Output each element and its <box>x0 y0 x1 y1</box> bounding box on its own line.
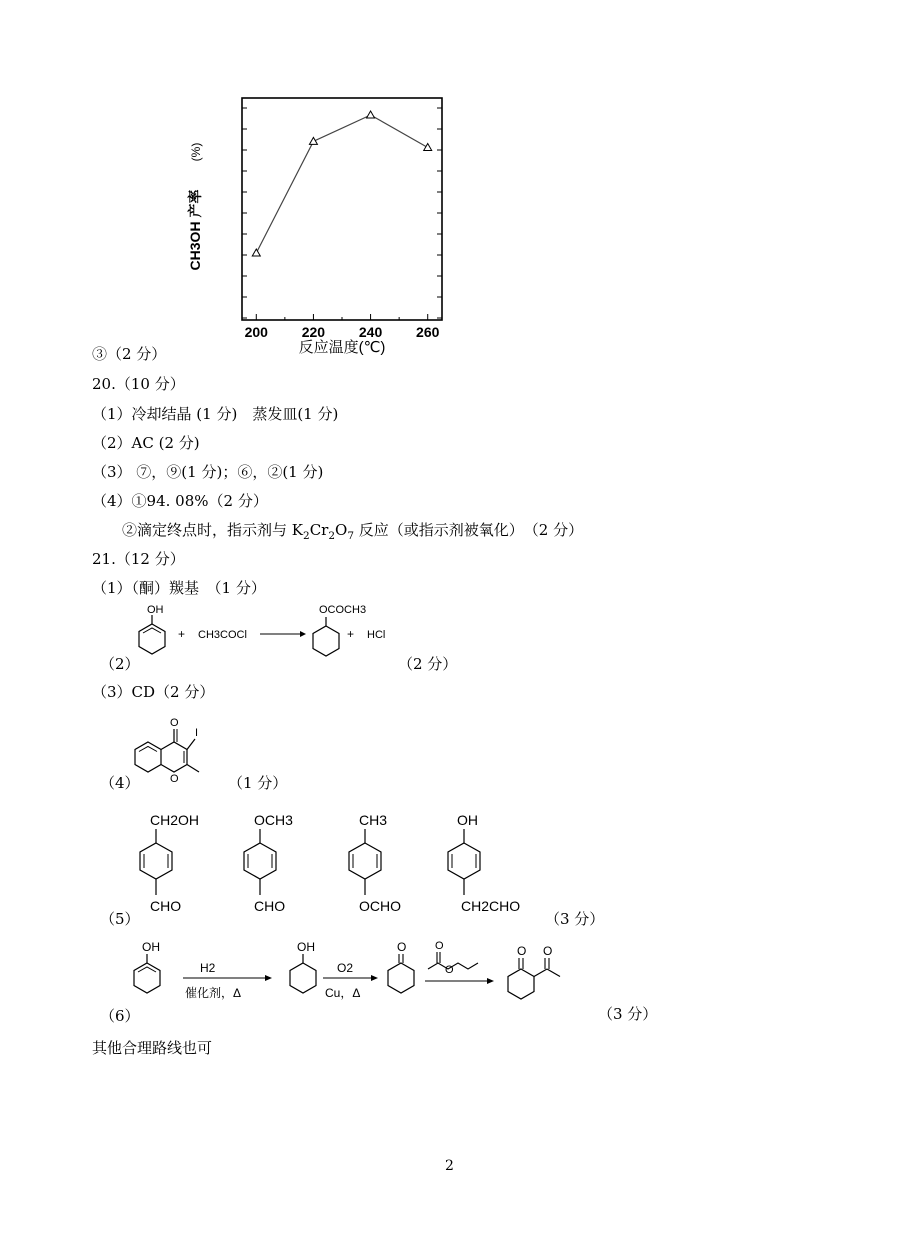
formula-k2cr2o7: $K_2Cr_2O_7$ <box>291 521 355 542</box>
route-cyclohexanone <box>388 940 414 993</box>
isomer-2 <box>244 812 293 914</box>
route-cyclohexanol <box>290 940 316 993</box>
ester-carbonyl-o: O <box>435 940 444 952</box>
q21-6-score: （3 分） <box>598 1005 658 1023</box>
isomer-1-top: CH2OH <box>150 812 200 828</box>
ring-o-label: O <box>170 773 179 785</box>
hcl-label: HCl <box>367 629 386 641</box>
y-axis-unit: (%) <box>189 142 203 162</box>
q21-4-score: （1 分） <box>228 774 288 792</box>
q21-6-route <box>125 935 585 1025</box>
isomer-2-bottom: CHO <box>254 898 286 914</box>
isomer-3-bottom: OCHO <box>359 898 401 914</box>
data-point-marker <box>424 143 432 150</box>
q20-2-line: （2）AC (2 分) <box>92 434 200 452</box>
plus-sign-2: + <box>347 627 355 641</box>
chart-svg <box>180 90 460 360</box>
isomer-4 <box>448 812 520 914</box>
route-ketone-o: O <box>397 940 407 954</box>
q21-3-line: （3）CD（2 分） <box>92 683 215 701</box>
q21-4-label: （4） <box>100 774 140 792</box>
chart <box>180 90 460 360</box>
isomer-4-top: OH <box>457 812 478 828</box>
isomer-1-bottom: CHO <box>150 898 182 914</box>
route-product <box>508 944 560 999</box>
data-point-marker <box>309 137 317 144</box>
q21-5-structures <box>120 805 540 925</box>
iodo-label: I <box>195 727 199 739</box>
route-cyclohexanol-oh: OH <box>297 940 315 954</box>
reagent-o2: O2 <box>337 961 354 975</box>
q21-1-line: （1）（酮）羰基 （1 分） <box>92 579 266 597</box>
phenyl-acetate-structure <box>313 604 366 656</box>
product-acetyl-o: O <box>543 944 553 958</box>
x-axis-label: 反应温度(℃) <box>298 339 386 356</box>
q20-1-line: （1）冷却结晶 (1 分) 蒸发皿(1 分) <box>92 405 339 423</box>
ethyl-acetate-reagent <box>428 940 478 976</box>
x-tick-labels <box>245 324 440 340</box>
oh-label: OH <box>147 604 164 616</box>
route-phenol-oh: OH <box>142 940 160 954</box>
q21-6-label: （6） <box>100 1007 140 1025</box>
data-point-marker <box>367 111 375 118</box>
q21-2-label: （2） <box>100 655 140 673</box>
x-tick-label: 200 <box>244 324 268 340</box>
q20-4-line: （4）①94. 08%（2 分） <box>92 492 268 510</box>
x-tick-label: 220 <box>301 324 326 340</box>
chart-frame <box>242 98 442 320</box>
q20-3-line: （3） ⑦，⑨(1 分)；⑥，②(1 分) <box>92 463 324 481</box>
q20-heading: 20.（10 分） <box>92 375 185 393</box>
q21-heading: 21.（12 分） <box>92 550 185 568</box>
isomer-1 <box>140 812 199 914</box>
series-line <box>256 115 427 253</box>
q20-4b-text-post: 反应（或指示剂被氧化） （2 分） <box>354 521 584 539</box>
ketone-o-label: O <box>170 717 179 729</box>
y-axis-label: CH3OH 产率 <box>187 189 203 271</box>
phenol-structure <box>139 604 165 654</box>
q20-4b-line <box>122 519 583 542</box>
data-point-marker <box>252 249 260 256</box>
page-number: 2 <box>445 1158 454 1174</box>
isomer-2-top: OCH3 <box>254 812 293 828</box>
product-ketone-o: O <box>517 944 527 958</box>
q21-5-label: （5） <box>100 910 140 928</box>
series-markers <box>252 111 431 256</box>
x-ticks <box>256 314 427 320</box>
acyl-chloride-label: CH3COCl <box>198 629 247 641</box>
ococh3-label: OCOCH3 <box>319 604 367 616</box>
isomer-4-bottom: CH2CHO <box>461 898 521 914</box>
q20-4b-text-pre: ②滴定终点时，指示剂与 <box>122 521 292 539</box>
route-phenol <box>134 940 160 993</box>
q21-4-structure <box>128 712 238 794</box>
isomer-3-top: CH3 <box>359 812 388 828</box>
ester-ether-o: O <box>445 964 454 976</box>
x-tick-label: 260 <box>416 324 440 340</box>
q21-2-score: （2 分） <box>398 655 458 673</box>
y-ticks <box>242 108 442 318</box>
reagent-h2: H2 <box>200 961 216 975</box>
q19-3-line: ③（2 分） <box>92 345 167 363</box>
isomer-3 <box>349 812 401 914</box>
reagent-catalyst: 催化剂，Δ <box>185 986 242 1000</box>
x-tick-label: 240 <box>358 324 383 340</box>
closing-note: 其他合理路线也可 <box>92 1039 213 1057</box>
plus-sign-1: + <box>178 627 186 641</box>
q21-5-score: （3 分） <box>545 910 605 928</box>
reagent-cu: Cu，Δ <box>325 986 361 1000</box>
